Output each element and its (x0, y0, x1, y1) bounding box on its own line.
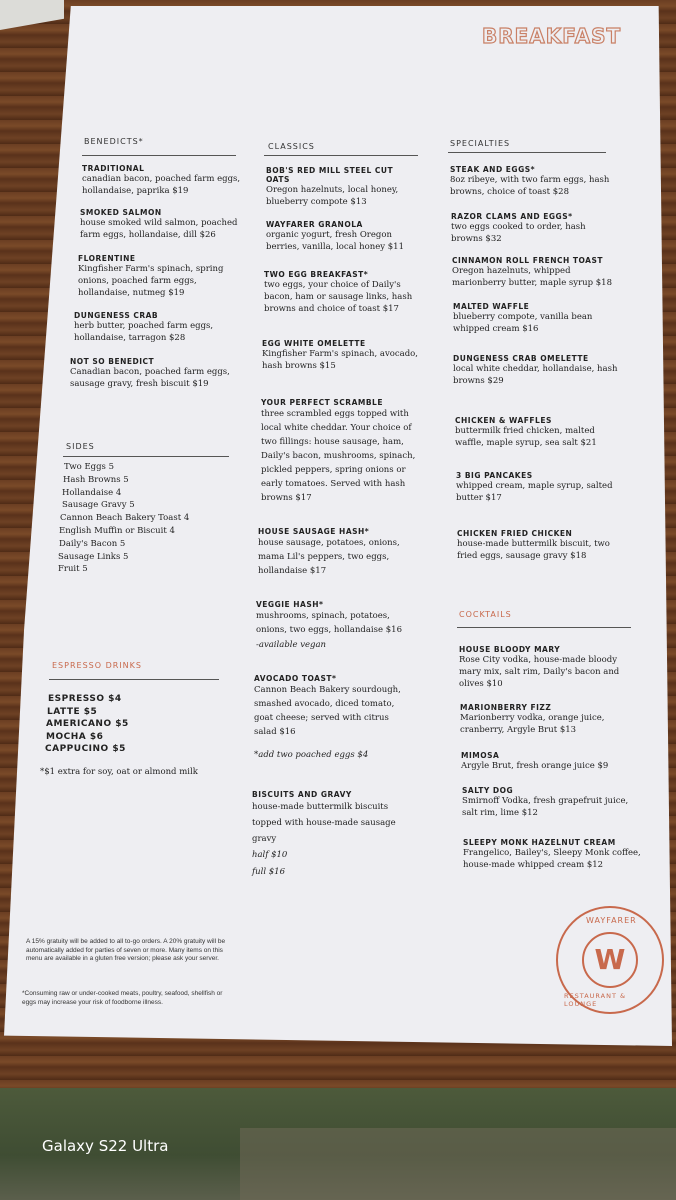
special-crab-omelette (453, 354, 618, 387)
benedicts-rule (82, 155, 236, 156)
item-name: STEAK AND EGGS* (450, 165, 536, 174)
sides-rule (63, 456, 229, 457)
espresso-note: *$1 extra for soy, oat or almond milk (40, 767, 198, 777)
side-item: English Muffin or Biscuit 4 (59, 525, 175, 536)
specialties-rule (448, 152, 606, 153)
logo-bottom-text: RESTAURANT & LOUNGE (564, 992, 627, 1008)
special-pancakes (456, 471, 621, 504)
item-desc: mushrooms, spinach, potatoes, onions, two eggs, hollandaise $16 (256, 611, 402, 635)
item-name: DUNGENESS CRAB (74, 311, 159, 320)
menu-title: BREAKFAST (482, 24, 622, 48)
classic-veggie-hash (256, 600, 416, 651)
item-desc: house-made buttermilk biscuits topped with house-made sausage gravy (252, 802, 396, 844)
camera-watermark: Galaxy S22 Ultra (42, 1137, 169, 1155)
cocktails-heading: COCKTAILS (459, 610, 512, 619)
espresso-rule (49, 679, 219, 680)
item-desc: Argyle Brut, fresh orange juice $9 (461, 761, 609, 771)
special-chicken-fried (457, 529, 627, 562)
item-desc: house smoked wild salmon, poached farm eggs, hollandaise, dill $26 (80, 218, 238, 240)
item-desc: Rose City vodka, house-made bloody mary mix, salt rim, Daily's bacon and olives $10 (459, 655, 620, 689)
special-chicken-waffles (455, 416, 620, 449)
benedict-smoked-salmon (80, 208, 252, 241)
item-name: VEGGIE HASH* (256, 600, 324, 609)
item-name: NOT SO BENEDICT (70, 357, 155, 366)
item-name: WAYFARER GRANOLA (266, 220, 363, 229)
item-desc: 8oz ribeye, with two farm eggs, hash browns, choice of toast $28 (450, 175, 610, 197)
item-desc: two eggs cooked to order, hash browns $32 (451, 222, 586, 244)
special-razor-clams (451, 212, 611, 245)
item-desc: whipped cream, maple syrup, salted butter $17 (456, 481, 613, 503)
classic-two-egg (264, 270, 416, 315)
item-name: 3 BIG PANCAKES (456, 471, 533, 480)
item-name: CHICKEN & WAFFLES (455, 416, 552, 425)
item-desc: Frangelico, Bailey's, Sleepy Monk coffee, house-made whipped cream $12 (463, 848, 641, 870)
espresso-heading: ESPRESSO DRINKS (52, 661, 142, 670)
cocktail-mimosa (461, 751, 641, 772)
item-name: SMOKED SALMON (80, 208, 162, 217)
item-desc: organic yogurt, fresh Oregon berries, vanilla, local honey $11 (266, 230, 404, 252)
item-note: *add two poached eggs $4 (254, 750, 369, 760)
side-item: Daily's Bacon 5 (59, 538, 126, 549)
item-name: FLORENTINE (78, 254, 136, 263)
classic-egg-white (262, 339, 420, 372)
benedict-florentine (78, 254, 248, 299)
item-name: CHICKEN FRIED CHICKEN (457, 529, 573, 538)
side-item: Sausage Gravy 5 (62, 500, 135, 511)
espresso-item: CAPPUCINO $5 (45, 744, 126, 754)
cocktails-rule (457, 627, 631, 628)
item-name: YOUR PERFECT SCRAMBLE (261, 398, 383, 407)
benedict-not-so (70, 357, 242, 390)
item-full: full $16 (252, 867, 285, 877)
item-name: RAZOR CLAMS AND EGGS* (451, 212, 573, 221)
espresso-item: AMERICANO $5 (46, 719, 129, 729)
classic-sausage-hash (258, 527, 418, 578)
item-name: HOUSE SAUSAGE HASH* (258, 527, 370, 536)
item-name: EGG WHITE OMELETTE (262, 339, 366, 348)
logo-letter: W (582, 932, 638, 988)
logo-top-text: WAYFARER (586, 916, 637, 925)
item-desc: Oregon hazelnuts, whipped marionberry butter, maple syrup $18 (452, 266, 613, 288)
classic-avocado-toast (254, 674, 414, 761)
classic-granola (266, 220, 416, 253)
item-desc: three scrambled eggs topped with local white cheddar. Your choice of two fillings: house sausage, ham, Daily's bacon, mushrooms, spinach, pickled peppers, spring onions or early tomatoes. Served with hash browns $17 (261, 409, 416, 503)
item-name: MARIONBERRY FIZZ (460, 703, 552, 712)
item-name: MIMOSA (461, 751, 500, 760)
item-desc: local white cheddar, hollandaise, hash browns $29 (453, 364, 618, 386)
item-name: BISCUITS AND GRAVY (252, 790, 352, 799)
side-item: Sausage Links 5 (58, 551, 129, 562)
item-desc: Oregon hazelnuts, local honey, blueberry compote $13 (266, 185, 399, 207)
side-item: Hash Browns 5 (63, 474, 129, 485)
item-desc: Canadian bacon, poached farm eggs, sausage gravy, fresh biscuit $19 (70, 367, 230, 389)
raw-food-note: *Consuming raw or under-cooked meats, poultry, seafood, shellfish or eggs may increase your risk of foodborne illness. (22, 990, 223, 1006)
item-desc: Marionberry vodka, orange juice, cranberry, Argyle Brut $13 (460, 713, 605, 735)
cocktail-marionberry-fizz (460, 703, 640, 736)
item-name: TWO EGG BREAKFAST* (264, 270, 369, 279)
classic-oats (266, 166, 414, 208)
side-item: Hollandaise 4 (62, 487, 122, 498)
item-half: half $10 (252, 850, 288, 860)
side-item: Two Eggs 5 (64, 462, 115, 472)
classic-scramble (261, 398, 419, 505)
benedict-dungeness-crab (74, 311, 244, 344)
item-desc: Smirnoff Vodka, fresh grapefruit juice, salt rim, lime $12 (462, 796, 629, 818)
special-malted-waffle (453, 302, 618, 335)
classics-rule (264, 155, 418, 156)
item-desc: Cannon Beach Bakery sourdough, smashed avocado, diced tomato, goat cheese; served with citrus salad $16 (254, 685, 401, 737)
specialties-heading: SPECIALTIES (450, 139, 511, 148)
special-steak (450, 165, 610, 198)
wayfarer-logo (556, 906, 664, 1014)
item-desc: blueberry compote, vanilla bean whipped cream $16 (453, 312, 593, 334)
item-desc: buttermilk fried chicken, malted waffle, maple syrup, sea salt $21 (455, 426, 597, 448)
classic-biscuits-gravy (252, 790, 412, 881)
item-name: CINNAMON ROLL FRENCH TOAST (452, 256, 604, 265)
cocktail-salty-dog (462, 786, 642, 819)
item-name: BOB'S RED MILL STEEL CUT OATS (266, 166, 394, 184)
item-name: SALTY DOG (462, 786, 514, 795)
item-desc: herb butter, poached farm eggs, hollandaise, tarragon $28 (74, 321, 214, 343)
item-name: HOUSE BLOODY MARY (459, 645, 561, 654)
classics-heading: CLASSICS (268, 142, 315, 151)
espresso-list (46, 693, 226, 756)
item-desc: Kingfisher Farm's spinach, spring onions, poached farm eggs, hollandaise, nutmeg $19 (78, 264, 224, 298)
item-note: -available vegan (256, 640, 327, 650)
cocktail-sleepy-monk (463, 838, 663, 871)
benedicts-heading: BENEDICTS* (84, 137, 144, 146)
sides-list (58, 461, 252, 576)
gratuity-note: A 15% gratuity will be added to all to-go orders. A 20% gratuity will be automatically added for parties of seven or more. Many items on this menu are available in a gluten free version; please ask your server. (26, 938, 226, 962)
item-name: TRADITIONAL (82, 164, 145, 173)
item-name: AVOCADO TOAST* (254, 674, 337, 683)
item-desc: two eggs, your choice of Daily's bacon, ham or sausage links, hash browns and choice of toast $17 (264, 280, 413, 314)
side-item: Cannon Beach Bakery Toast 4 (60, 513, 190, 524)
item-name: SLEEPY MONK HAZELNUT CREAM (463, 838, 616, 847)
side-item: Fruit 5 (58, 564, 88, 575)
item-desc: canadian bacon, poached farm eggs, hollandaise, paprika $19 (82, 174, 241, 196)
espresso-item: LATTE $5 (47, 706, 98, 717)
item-name: MALTED WAFFLE (453, 302, 530, 311)
cocktail-bloody-mary (459, 645, 637, 690)
item-desc: Kingfisher Farm's spinach, avocado, hash browns $15 (262, 349, 418, 371)
item-name: DUNGENESS CRAB OMELETTE (453, 354, 589, 363)
benedict-traditional (82, 164, 252, 197)
espresso-item: MOCHA $6 (46, 731, 104, 742)
sides-heading: SIDES (66, 442, 95, 451)
special-french-toast (452, 256, 617, 289)
espresso-item: ESPRESSO $4 (48, 694, 122, 704)
item-desc: house sausage, potatoes, onions, mama Lil's peppers, two eggs, hollandaise $17 (258, 538, 400, 576)
item-desc: house-made buttermilk biscuit, two fried eggs, sausage gravy $18 (457, 539, 610, 561)
